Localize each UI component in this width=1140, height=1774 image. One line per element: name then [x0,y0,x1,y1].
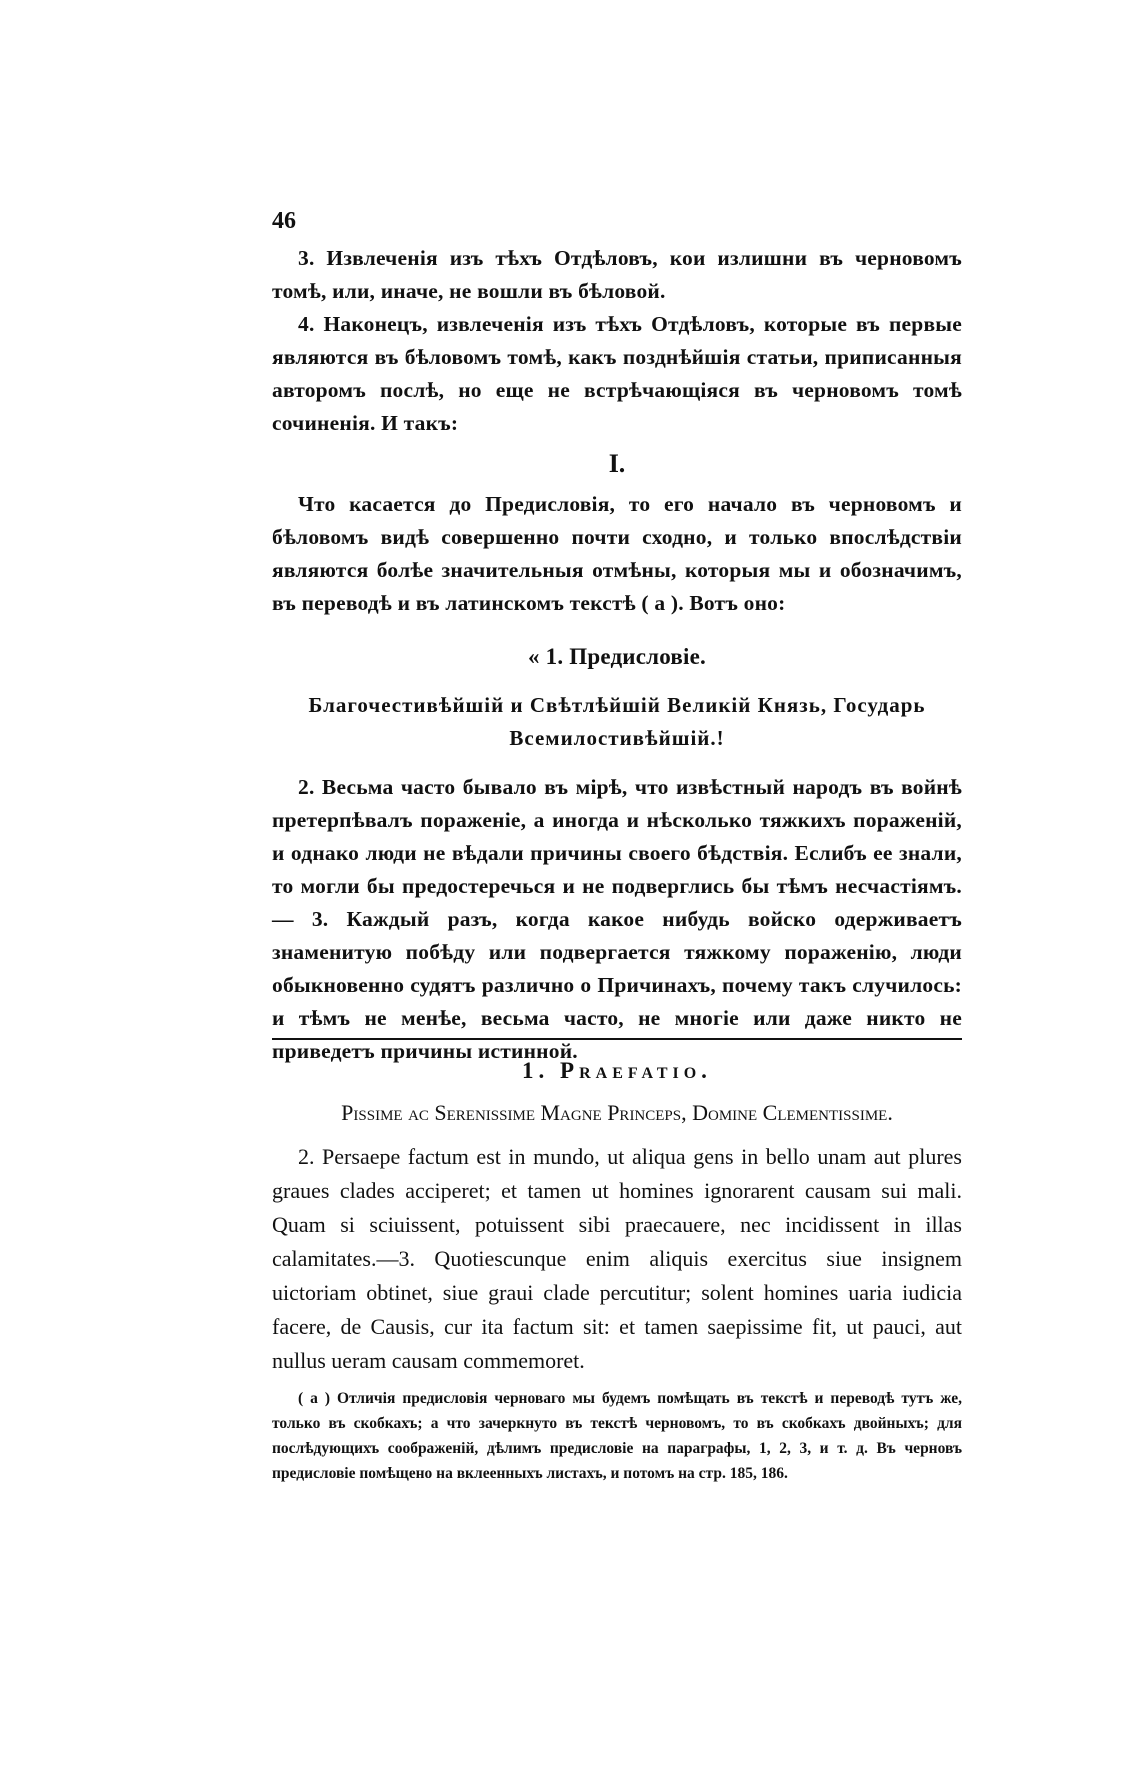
section-numeral: I. [608,449,626,478]
latin-paragraph-2-3: 2. Persaepe factum est in mundo, ut aliqua gens in bello unam aut plures graues clades acciperet; et tamen ut homines ignorarent causam sui mali. Quam si sciuissent, potuissent sibi praecauere, nec incidissent in illas calamitates.—3. Quotiescunque enim aliquis exercitus siue insignem uictoriam obtinet, siue graui clade percutitur; solent homines uaria iudicia facere, de Causis, cur ita factum sit: et tamen saepissime fit, ut pauci, aut nullus ueram causam commemoret. [272,1144,962,1373]
russian-preface-heading: « 1. Предисловіе. [528,644,706,669]
latin-address: Pissime ac Serenissime Magne Princeps, Domine Clementissime. [341,1100,893,1125]
russian-intro-paragraph: Что касается до Предисловія, то его начало въ черновомъ и бѣловомъ видѣ совершенно почти сходно, и только впослѣдствіи являются болѣе значительныя отмѣны, которыя мы и обозначимъ, въ переводѣ и въ латинскомъ текстѣ ( а ). Вотъ оно: [272,492,962,615]
russian-paragraph-2-3: 2. Весьма часто бывало въ мірѣ, что извѣстный народъ въ войнѣ претерпѣвалъ пораженіе, а иногда и нѣсколько тяжкихъ пораженій, и однако люди не вѣдали причины своего бѣдствія. Еслибъ ее знали, то могли бы предостеречься и не подверглись бы тѣмъ несчастіямъ. — 3. Каждый разъ, когда какое нибудь войско одерживаетъ знаменитую побѣду или подвергается тяжкому пораженію, люди обыкновенно судятъ различно о Причинахъ, почему такъ случилось: и тѣмъ не менѣе, весьма часто, не многіе или даже никто не приведетъ причины истинной. [272,775,962,1063]
russian-address: Благочестивѣйшій и Свѣтлѣйшій Великій Князь, Государь Всемилостивѣйшій.! [308,693,926,750]
footnote-a: ( а ) Отличія предисловія черноваго мы будемъ помѣщать въ текстѣ и переводѣ тутъ же, только въ скобкахъ; а что зачеркнуто въ текстѣ черновомъ, то въ скобкахъ двойныхъ; для послѣдующихъ соображеній, дѣлимъ предисловіе на параграфы, 1, 2, 3, и т. д. Въ черновъ предисловіе помѣщено на вклеенныхъ листахъ, и потомъ на стр. 185, 186. [272,1390,962,1482]
russian-text-block [272,242,962,1068]
russian-item-3: 3. Извлеченія изъ тѣхъ Отдѣловъ, кои излишни въ черновомъ томѣ, или, иначе, не вошли въ бѣловой. [272,246,962,303]
footnote-block [272,1386,962,1486]
page-number: 46 [272,208,296,234]
section-divider [272,1038,962,1040]
latin-preface-heading: 1. Praefatio. [522,1058,712,1083]
latin-text-block [272,1054,962,1378]
russian-item-4: 4. Наконецъ, извлеченія изъ тѣхъ Отдѣловъ, которые въ первые являются въ бѣловомъ томѣ, какъ позднѣйшія статьи, приписанныя авторомъ послѣ, но еще не встрѣчающіяся въ черновомъ томѣ сочиненія. И такъ: [272,312,962,435]
